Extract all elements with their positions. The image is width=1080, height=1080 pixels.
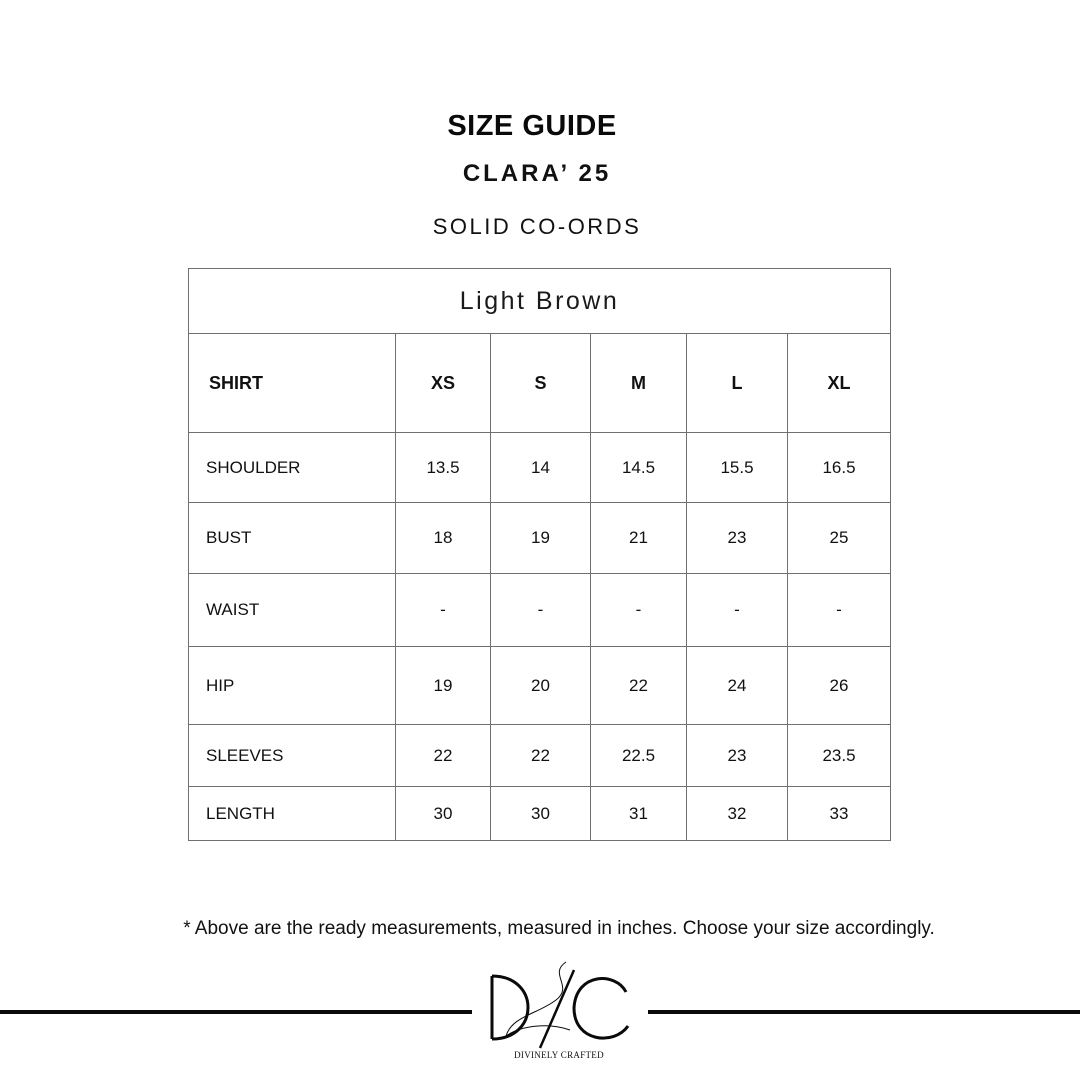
page-title: SIZE GUIDE xyxy=(447,110,617,142)
row-label-shoulder: SHOULDER xyxy=(189,433,396,503)
table-cell: 14 xyxy=(491,433,591,503)
row-header-shirt: SHIRT xyxy=(189,334,396,433)
table-cell: 22 xyxy=(491,725,591,787)
table-cell: 21 xyxy=(591,503,687,574)
table-cell: 19 xyxy=(491,503,591,574)
table-caption-row xyxy=(189,269,891,334)
row-label-waist: WAIST xyxy=(189,574,396,647)
table-cell: - xyxy=(788,574,891,647)
table-cell: 19 xyxy=(396,647,491,725)
table-row xyxy=(189,433,891,503)
table-cell: 33 xyxy=(788,787,891,841)
row-label-sleeves: SLEEVES xyxy=(189,725,396,787)
row-label-bust: BUST xyxy=(189,503,396,574)
table-cell: 30 xyxy=(396,787,491,841)
table-cell: 26 xyxy=(788,647,891,725)
table-cell: 18 xyxy=(396,503,491,574)
color-caption: Light Brown xyxy=(189,269,891,334)
table-row xyxy=(189,574,891,647)
table-cell: 32 xyxy=(687,787,788,841)
table-cell: 15.5 xyxy=(687,433,788,503)
table-cell: - xyxy=(591,574,687,647)
table-cell: - xyxy=(396,574,491,647)
divider-left xyxy=(0,1010,472,1014)
collection-name: CLARA’ 25 xyxy=(462,160,612,187)
size-header-s: S xyxy=(491,334,591,433)
size-header-m: M xyxy=(591,334,687,433)
row-label-hip: HIP xyxy=(189,647,396,725)
category-label: SOLID CO-ORDS xyxy=(432,214,642,239)
divider-right xyxy=(648,1010,1080,1014)
table-cell: 22 xyxy=(591,647,687,725)
table-row xyxy=(189,725,891,787)
table-cell: 20 xyxy=(491,647,591,725)
size-header-l: L xyxy=(687,334,788,433)
measurement-note: * Above are the ready measurements, measured in inches. Choose your size accordingly. xyxy=(183,918,935,939)
table-row xyxy=(189,503,891,574)
row-label-length: LENGTH xyxy=(189,787,396,841)
size-header-xs: XS xyxy=(396,334,491,433)
size-header-xl: XL xyxy=(788,334,891,433)
table-cell: 22.5 xyxy=(591,725,687,787)
table-cell: 23.5 xyxy=(788,725,891,787)
table-cell: 30 xyxy=(491,787,591,841)
table-cell: 13.5 xyxy=(396,433,491,503)
table-cell: 25 xyxy=(788,503,891,574)
table-cell: 31 xyxy=(591,787,687,841)
table-cell: - xyxy=(687,574,788,647)
table-row xyxy=(189,647,891,725)
table-header-row xyxy=(189,334,891,433)
dc-monogram-icon xyxy=(478,956,640,1056)
table-cell: 22 xyxy=(396,725,491,787)
table-cell: 23 xyxy=(687,725,788,787)
table-cell: 23 xyxy=(687,503,788,574)
size-table xyxy=(188,268,891,841)
table-cell: - xyxy=(491,574,591,647)
table-cell: 24 xyxy=(687,647,788,725)
logo-caption: DIVINELY CRAFTED xyxy=(514,1050,604,1060)
table-row xyxy=(189,787,891,841)
table-cell: 14.5 xyxy=(591,433,687,503)
table-cell: 16.5 xyxy=(788,433,891,503)
